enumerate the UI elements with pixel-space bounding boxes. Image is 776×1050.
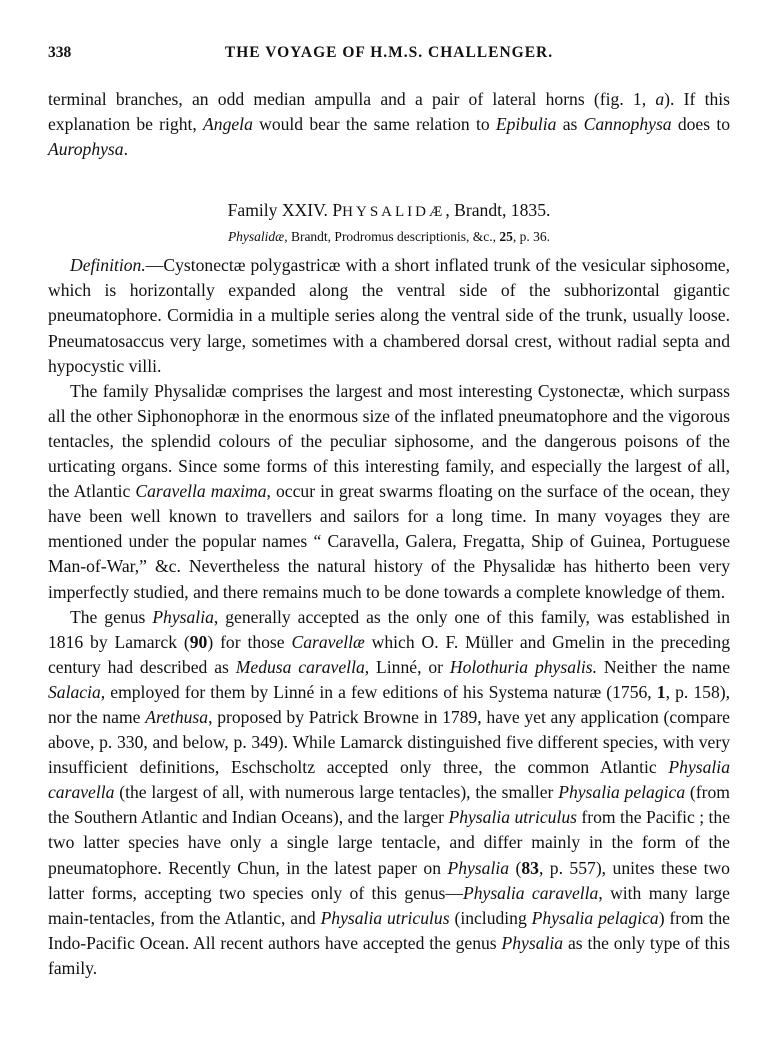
running-header bbox=[48, 44, 730, 68]
page bbox=[48, 44, 730, 981]
intro-paragraph: terminal branches, an odd median ampulla and a pair of lateral horns (fig. 1, a). If this explanation be right, Angela would bear the same relation to Epibulia as Cannophysa does to Aurophysa. bbox=[48, 89, 731, 160]
definition-paragraph: Definition.—Cystonectæ polygastricæ with a short inflated trunk of the vesicular siphosome, which is horizontally expanded along the ventral side of the subhorizontal gigantic pneumatophore. Cormidia in a multiple series along the ventral side of the trunk, usually loose. Pneumatosaccus very large, sometimes with a chambered dorsal crest, without radial septa and hypocystic villi. bbox=[48, 255, 730, 376]
definition-label: Definition. bbox=[70, 255, 146, 276]
page-number: 338 bbox=[48, 44, 72, 61]
running-title: THE VOYAGE OF H.M.S. CHALLENGER. bbox=[224, 44, 554, 61]
family-reference: Physalidæ, Brandt, Prodromus descriptionis, &c., 25, p. 36. bbox=[227, 229, 551, 245]
family-paragraph: The family Physalidæ comprises the largest and most interesting Cystonectæ, which surpass all the other Siphonophoræ in the enormous size of the inflated pneumatophore and the vigorous tentacles, the splendid colours of the peculiar siphosome, and the dangerous poisons of the urticating organs. Since some forms of this interesting family, and especially the largest of all, the Atlantic Caravella maxima, occur in great swarms floating on the surface of the ocean, they have been well known to travellers and sailors for a long time. In many voyages they are mentioned under the popular names “ Caravella, Galera, Fregatta, Ship of Guinea, Portuguese Man-of-War,” &c. Nevertheless the natural history of the Physalidæ has hitherto been very imperfectly studied, and there remains much to be done towards a complete knowledge of them. bbox=[48, 380, 730, 602]
family-heading: Family XXIV. PHYSALIDÆ, Brandt, 1835. bbox=[227, 200, 551, 221]
genus-paragraph: The genus Physalia, generally accepted as the only one of this family, was established in 1816 by Lamarck (90) for those Caravellæ which O. F. Müller and Gmelin in the preceding century had described as Medusa caravella, Linné, or Holothuria physalis. Neither the name Salacia, employed for them by Linné in a few editions of his Systema naturæ (1756, 1, p. 158), nor the name Arethusa, proposed by Patrick Browne in 1789, have yet any application (compare above, p. 330, and below, p. 349). While Lamarck distinguished five different species, with very insufficient definitions, Eschscholtz accepted only three, the common Atlantic Physalia caravella (the largest of all, with numerous large tentacles), the smaller Physalia pelagica (from the Southern Atlantic and Indian Oceans), and the larger Physalia utriculus from the Pacific ; the two latter species have only a single large tentacle, and differ mainly in the form of the pneumatophore. Recently Chun, in the latest paper on Physalia (83, p. 557), unites these two latter forms, accepting two species only of this genus—Physalia caravella, with many large main-tentacles, from the Atlantic, and Physalia utriculus (including Physalia pelagica) from the Indo-Pacific Ocean. All recent authors have accepted the genus Physalia as the only type of this family. bbox=[48, 606, 731, 978]
